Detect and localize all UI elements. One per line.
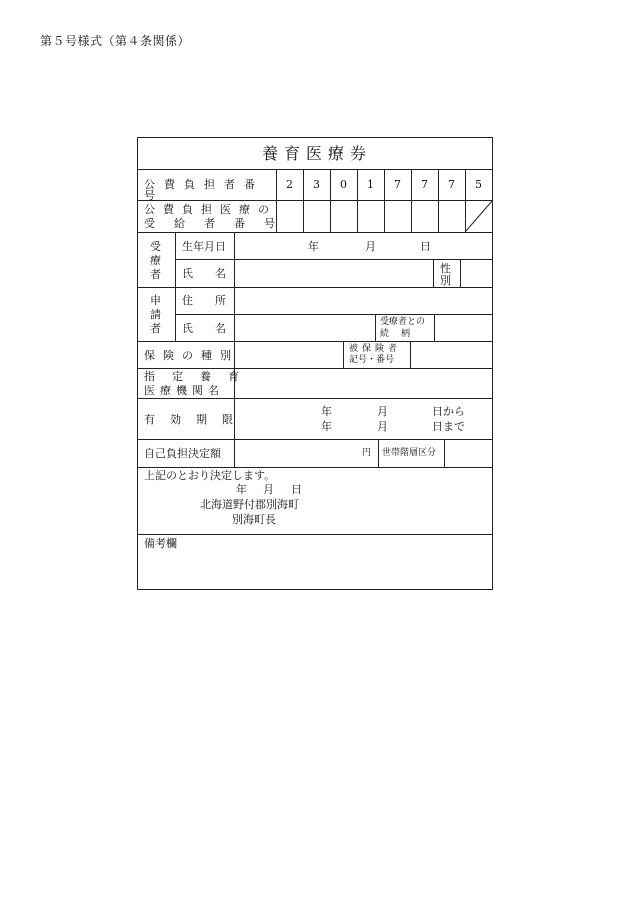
validity-from-day: 日から [432,405,465,418]
issuer-name: 別海町長 [232,513,276,526]
applicant-label-1: 申 [150,294,161,307]
tier-label: 世帯階層区分 [382,448,437,458]
void-cell-diagonal [465,200,493,232]
patient-label-3: 者 [150,268,161,281]
relationship-label-line2: 続柄 [380,329,423,339]
column-line [460,259,461,287]
birthdate-year: 年 [308,240,319,253]
row-line [138,287,492,288]
label-text: 公費負担者番号 [144,178,264,202]
birthdate-month: 月 [365,240,376,253]
designated-label-line1: 指定養育 [144,370,256,383]
remarks-label: 備考欄 [144,537,177,550]
payer-digit: 5 [475,178,482,191]
row-line [138,368,492,369]
row-line [138,398,492,399]
validity-from-year: 年 [321,405,332,418]
insured-label-line1: 被保険者 [349,344,402,354]
payer-digit: 2 [286,178,293,191]
recipient-no-label-line1: 公費負担医療の [144,203,277,216]
column-line [433,259,434,287]
row-line [175,259,492,260]
applicant-label-2: 請 [150,308,161,321]
decision-year: 年 [236,483,247,496]
copay-label: 自己負担決定額 [144,447,221,460]
issuer-address: 北海道野付郡別海町 [200,498,299,511]
recipient-no-label-line2: 受給者番号 [144,217,294,230]
row-line [175,314,492,315]
payer-digit: 7 [448,178,455,191]
yen-unit: 円 [362,448,372,458]
payer-digit: 0 [340,178,347,191]
column-line [175,232,176,341]
column-line [343,341,344,368]
validity-to-year: 年 [321,420,332,433]
address-label: 住所 [182,294,248,307]
decision-text: 上記のとおり決定します。 [144,469,276,482]
payer-digit: 7 [421,178,428,191]
applicant-label-3: 者 [150,322,161,335]
column-line [375,314,376,341]
row-line [138,467,492,468]
birthdate-label: 生年月日 [182,240,226,253]
column-line [434,314,435,341]
payer-digit: 1 [367,178,374,191]
designated-label-line2: 医療機関名 [144,384,224,397]
public-payer-no-label [144,179,270,201]
column-line [410,341,411,368]
column-line [378,439,379,467]
validity-label: 有効期限 [144,413,248,426]
validity-from-month: 月 [377,405,388,418]
form-reference: 第５号様式（第４条関係） [40,34,191,48]
payer-digit: 7 [394,178,401,191]
patient-label-1: 受 [150,240,161,253]
relationship-label-line1: 受療者との [380,317,426,327]
payer-digit: 3 [313,178,320,191]
row-line [138,341,492,342]
applicant-name-label: 氏名 [182,322,248,335]
row-line [138,232,492,233]
patient-label-2: 療 [150,254,161,267]
decision-month: 月 [263,483,274,496]
card-title: 養育医療券 [262,144,373,163]
sex-label-1: 性 [440,262,451,275]
decision-day: 日 [291,483,302,496]
birthdate-day: 日 [420,240,431,253]
insured-label-line2: 記号・番号 [349,355,395,365]
validity-to-day: 日まで [432,420,465,433]
medical-voucher-card [137,137,493,590]
patient-name-label: 氏名 [182,267,248,280]
insurance-type-label: 保険の種別 [144,349,239,362]
sex-label-2: 別 [440,274,451,287]
row-line [138,534,492,535]
row-line [138,439,492,440]
validity-to-month: 月 [377,420,388,433]
column-line [444,439,445,467]
